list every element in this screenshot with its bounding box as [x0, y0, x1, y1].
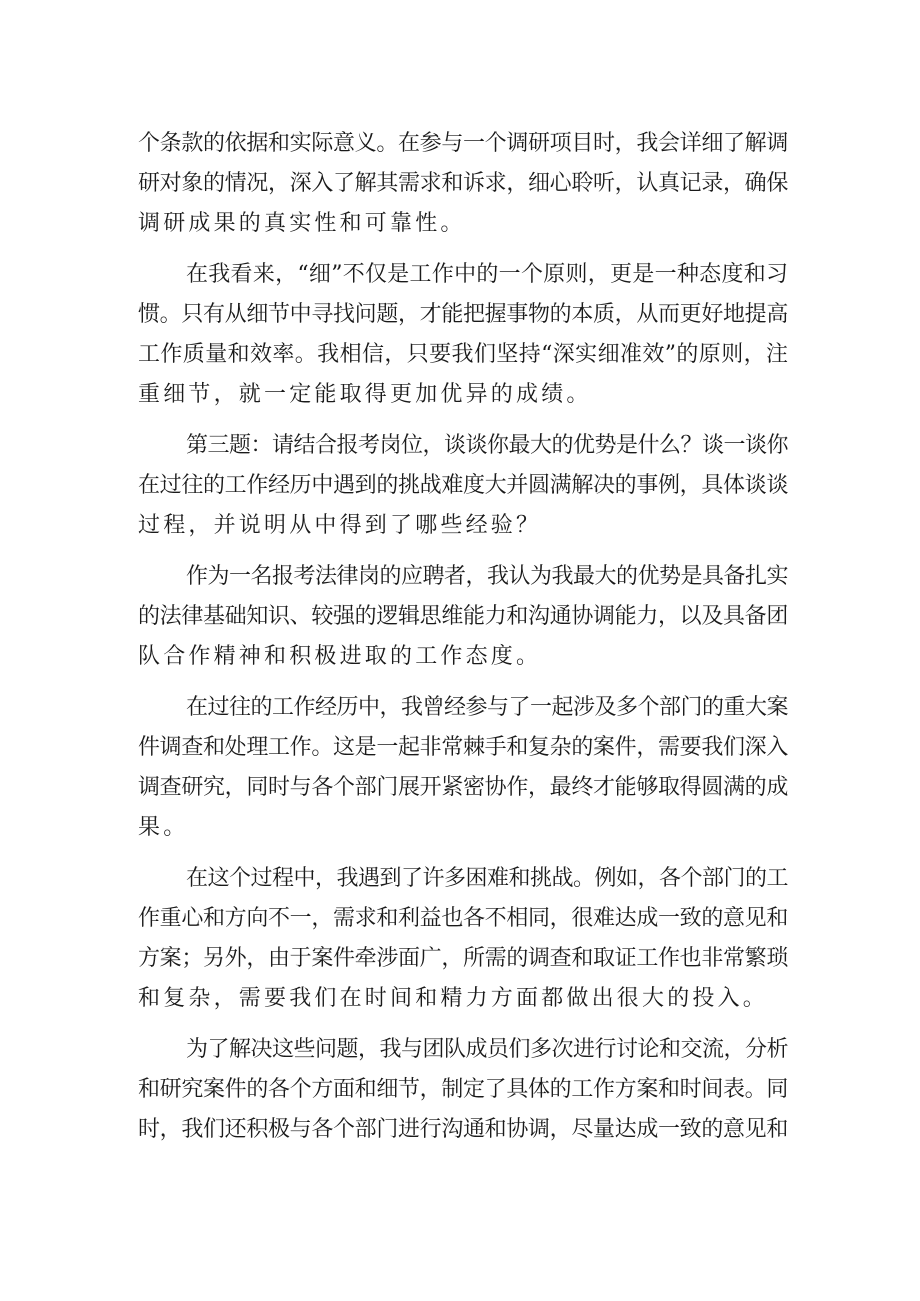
p6-line-3: 方案；另外，由于案件牵涉面广，所需的调查和取证工作也非常繁琐 — [138, 946, 789, 971]
p4-line-3: 队合作精神和积极进取的工作态度。 — [138, 644, 542, 669]
p7-line-3: 时，我们还积极与各个部门进行沟通和协调，尽量达成一致的意见和 — [138, 1117, 789, 1142]
p6-line-4: 和复杂，需要我们在时间和精力方面都做出很大的投入。 — [138, 986, 769, 1011]
p3-line-1: 第三题：请结合报考岗位，谈谈你最大的优势是什么？谈一谈你 — [186, 433, 789, 458]
p5-line-1: 在过往的工作经历中，我曾经参与了一起涉及多个部门的重大案 — [186, 695, 789, 720]
p6-line-2: 作重心和方向不一，需求和利益也各不相同，很难达成一致的意见和 — [138, 906, 789, 931]
p1-line-1: 个条款的依据和实际意义。在参与一个调研项目时，我会详细了解调 — [138, 131, 789, 156]
p4-line-2: 的法律基础知识、较强的逻辑思维能力和沟通协调能力，以及具备团 — [138, 604, 789, 629]
p5-line-4: 果。 — [138, 815, 189, 840]
p2-line-4: 重细节，就一定能取得更加优异的成绩。 — [138, 382, 592, 407]
p5-line-3: 调查研究，同时与各个部门展开紧密协作，最终才能够取得圆满的成 — [138, 775, 789, 800]
p3-line-2: 在过往的工作经历中遇到的挑战难度大并圆满解决的事例，具体谈谈 — [138, 473, 789, 498]
p1-line-2: 研对象的情况，深入了解其需求和诉求，细心聆听，认真记录，确保 — [138, 171, 789, 196]
p2-line-2: 惯。只有从细节中寻找问题，才能把握事物的本质，从而更好地提高 — [138, 302, 789, 327]
p2-line-1: 在我看来，“细”不仅是工作中的一个原则，更是一种态度和习 — [186, 262, 788, 287]
p5-line-2: 件调查和处理工作。这是一起非常棘手和复杂的案件，需要我们深入 — [138, 735, 789, 760]
p2-line-3: 工作质量和效率。我相信，只要我们坚持“深实细准效”的原则，注 — [138, 342, 788, 367]
p3-line-3: 过程，并说明从中得到了哪些经验？ — [138, 513, 542, 538]
p1-line-3: 调研成果的真实性和可靠性。 — [138, 211, 466, 236]
p4-line-1: 作为一名报考法律岗的应聘者，我认为我最大的优势是具备扎实 — [186, 564, 789, 589]
p6-line-1: 在这个过程中，我遇到了许多困难和挑战。例如，各个部门的工 — [186, 866, 789, 891]
p7-line-1: 为了解决这些问题，我与团队成员们多次进行讨论和交流，分析 — [186, 1037, 789, 1062]
p7-line-2: 和研究案件的各个方面和细节，制定了具体的工作方案和时间表。同 — [138, 1077, 789, 1102]
